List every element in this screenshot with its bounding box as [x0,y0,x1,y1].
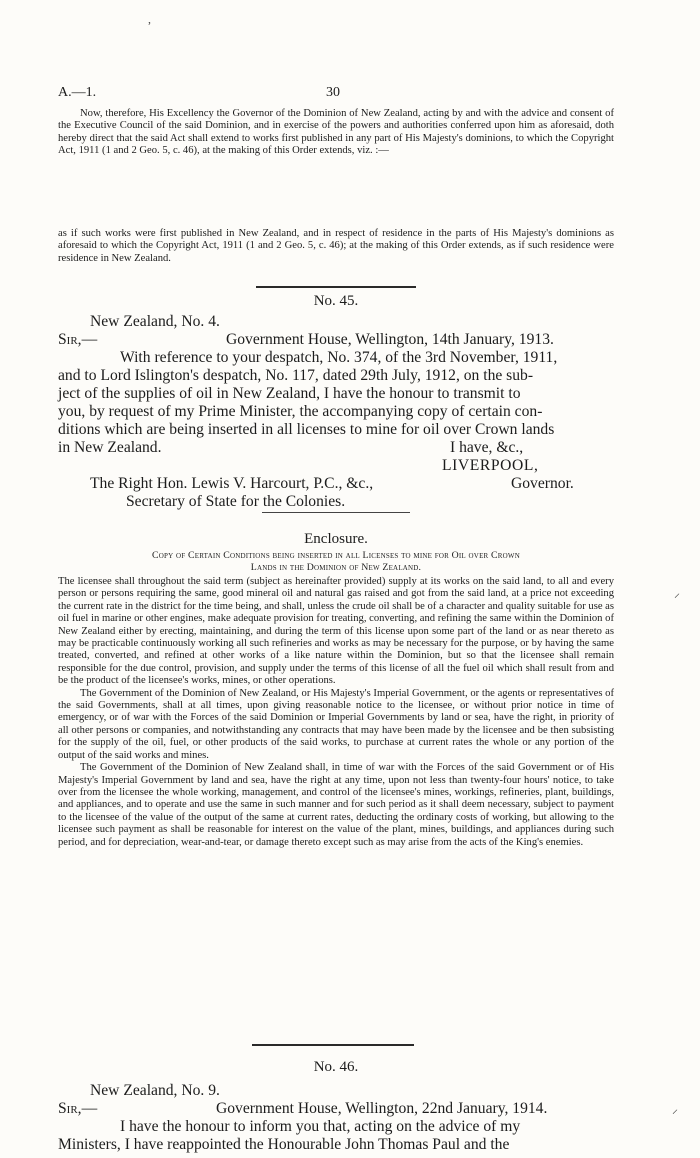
doc45-closing: I have, &c., [450,439,524,456]
doc45-letter [58,313,614,511]
doc46-address-date: Government House, Wellington, 22nd January, 1914. [216,1100,548,1117]
doc45-heading-line [58,331,614,349]
enclosure-title: Enclosure. [304,531,368,547]
paper-reference: A.—1. [58,85,97,100]
doc46-number: No. 46. [313,1059,359,1075]
enclosure-paragraph: The Government of the Dominion of New Zealand, or His Majesty's Imperial Government, or the agents or representatives of the said Governments, shall at all times, upon giving reasonable notice to the licensee, or without prior notice in time of emergency, or of war with the Forces of the said Dominion or Imperial Governments by land or sea, have the right, in priority of all other persons or companies, and notwithstanding any contracts that may have been made by the licensee and be then subsisting for the supply of the oil, fuel, or other products of the said works, to purchase at current rates the whole or any portion of the output of the said works and mines. [58,687,614,761]
enclosure-body [58,576,614,849]
section-rule [256,286,416,288]
section-rule [252,1044,414,1046]
enclosure-paragraph: The Government of the Dominion of New Zealand shall, in time of war with the Forces of the said Government or of His Majesty's Imperial Government by land and sea, have the right at any time, upon not less than twenty-four hours' notice, to take over from the licensee the whole working, management, and control of the licensee's mines, workings, refineries, plant, buildings, and appliances, and to operate and use the same in such manner and for such period as it shall deem necessary, subject to payment to the licensee of the value of the output of the same at current rates, deducting the ordinary costs of working, but allowing to the licensee such payment as shall be reasonable for interest on the value of the plant, mines, buildings, and appliances during such period, and for depreciation, wear-and-tear, or damage thereto except such as may arise from the acts of the King's enemies. [58,762,614,848]
margin-mark: ⸝ [672,1102,679,1116]
doc45-line: you, by request of my Prime Minister, the accompanying copy of certain con- [58,403,543,420]
doc45-line: ditions which are being inserted in all licenses to mine for oil over Crown lands [58,421,555,438]
doc45-signature-title: Governor. [511,475,574,492]
doc45-number: No. 45. [313,293,359,309]
page-number: 30 [326,85,340,100]
doc46-salutation: Sir,— [58,1100,98,1117]
doc46-heading-line [58,1100,614,1118]
doc45-line: and to Lord Islington's despatch, No. 117, dated 29th July, 1912, on the sub- [58,367,534,384]
doc46-origin: New Zealand, No. 9. [90,1082,220,1099]
margin-mark: ⸝ [674,586,681,600]
doc46-letter [58,1082,614,1154]
doc45-closing-line [58,439,614,457]
enclosure-rule [262,512,410,513]
doc45-recipient: The Right Hon. Lewis V. Harcourt, P.C., &c., [90,475,374,492]
speck-mark: , [148,12,151,26]
residence-paragraph: as if such works were first published in New Zealand, and in respect of residence in the parts of His Majesty's dominions as aforesaid to which the Copyright Act, 1911 (1 and 2 Geo. 5, c. 46); at the making of this Order extends, as if such residence were residence in New Zealand. [58,228,614,264]
doc45-line: With reference to your despatch, No. 374, of the 3rd November, 1911, [120,349,558,366]
doc45-last-line: in New Zealand. [58,439,162,456]
intro-paragraph: Now, therefore, His Excellency the Governor of the Dominion of New Zealand, acting by and with the advice and consent of the Executive Council of the said Dominion, and in exercise of the powers and authorities conferred upon him as aforesaid, doth hereby direct that the said Act shall extend to works first published in any part of His Majesty's dominions, to which the Copyright Act, 1911 (1 and 2 Geo. 5, c. 46), at the making of this Order extends, viz. :— [58,108,614,157]
doc45-recipient-office: Secretary of State for the Colonies. [126,493,346,510]
doc45-line: ject of the supplies of oil in New Zealand, I have the honour to transmit to [58,385,521,402]
doc45-address-date: Government House, Wellington, 14th January, 1913. [226,331,554,348]
intro-block [58,108,614,158]
doc45-signature-line [58,457,614,475]
doc46-line: Ministers, I have reappointed the Honourable John Thomas Paul and the [58,1136,510,1153]
doc45-recipient-line [58,475,614,493]
enclosure-heading [58,550,614,574]
residence-block [58,228,614,265]
doc45-salutation: Sir,— [58,331,98,348]
enclosure-heading-line1: Copy of Certain Conditions being inserted in all Licenses to mine for Oil over Crown [152,550,520,561]
enclosure-heading-line2: Lands in the Dominion of New Zealand. [250,562,422,573]
doc45-origin: New Zealand, No. 4. [90,313,220,330]
doc45-signature: LIVERPOOL, [442,457,539,474]
doc46-line: I have the honour to inform you that, acting on the advice of my [120,1118,521,1135]
enclosure-paragraph: The licensee shall throughout the said term (subject as hereinafter provided) supply at its works on the said land, to all and every person or persons requiring the same, good mineral oil and natural gas raised and got from the said land, at a price not exceeding the current rate in the district for the time being, and shall, unless the crude oil shall be of a character and quality suitable for use as oil fuel in marine or other engines, make adequate provision for treating, converting, and refining the same within the Dominion of New Zealand either by erecting, maintaining, and during the term of this license upon some part of the land or as near thereto as may be practicable continuously working all such refineries and works as may be necessary for the purpose, or by having the same treated, converted, and refined at other works of a like nature within the Dominion, but so that the licensee shall remain responsible for the due control, provision, and supply under the terms of this license of all the fuel oil which shall result from and be the product of the licensee's works, mines, or other operations. [58,576,614,687]
